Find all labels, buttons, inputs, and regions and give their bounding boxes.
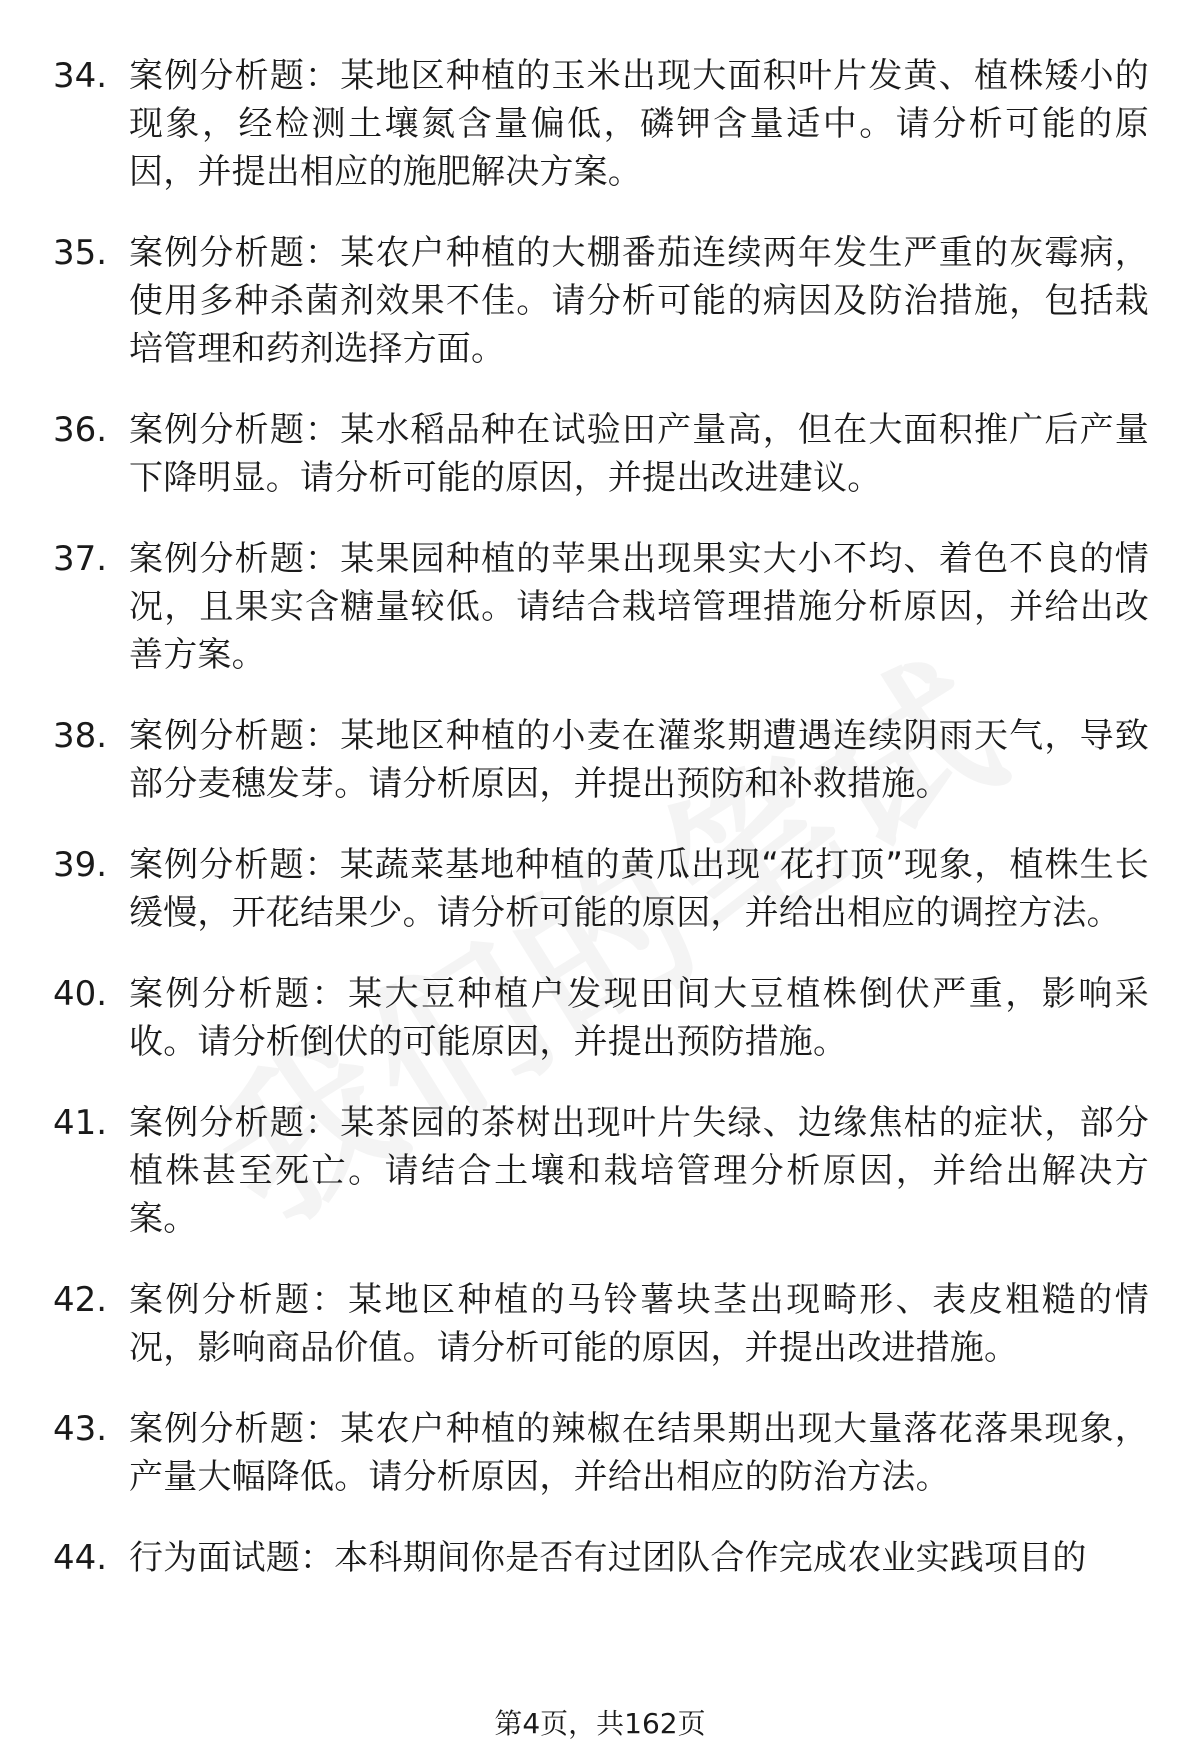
- question-text: 案例分析题：某蔬菜基地种植的黄瓜出现“花打顶”现象，植株生长缓慢，开花结果少。请分析可能的原因，并给出相应的调控方法。: [129, 845, 1149, 933]
- question-number: 40.: [53, 974, 108, 1014]
- question-number: 37.: [53, 539, 108, 579]
- question-list: [0, 52, 1200, 1615]
- question-item: [0, 1534, 1200, 1582]
- question-item: [0, 841, 1200, 937]
- question-text: 案例分析题：某地区种植的小麦在灌浆期遭遇连续阴雨天气，导致部分麦穗发芽。请分析原因，并提出预防和补救措施。: [129, 716, 1149, 804]
- question-number: 35.: [53, 233, 108, 273]
- question-item: [0, 1405, 1200, 1501]
- question-text: 案例分析题：某农户种植的辣椒在结果期出现大量落花落果现象，产量大幅降低。请分析原因，并给出相应的防治方法。: [129, 1409, 1149, 1497]
- question-text: 案例分析题：某农户种植的大棚番茄连续两年发生严重的灰霉病，使用多种杀菌剂效果不佳。请分析可能的病因及防治措施，包括栽培管理和药剂选择方面。: [129, 233, 1149, 369]
- question-item: [0, 229, 1200, 373]
- page-footer: 第4页，共162页: [494, 1707, 706, 1740]
- question-text: 案例分析题：某茶园的茶树出现叶片失绿、边缘焦枯的症状，部分植株甚至死亡。请结合土壤和栽培管理分析原因，并给出解决方案。: [129, 1103, 1149, 1239]
- question-text: 案例分析题：某水稻品种在试验田产量高，但在大面积推广后产量下降明显。请分析可能的原因，并提出改进建议。: [129, 410, 1149, 498]
- question-number: 34.: [53, 56, 108, 96]
- question-number: 44.: [53, 1538, 108, 1578]
- question-item: [0, 1099, 1200, 1243]
- question-item: [0, 970, 1200, 1066]
- question-text: 案例分析题：某果园种植的苹果出现果实大小不均、着色不良的情况，且果实含糖量较低。请结合栽培管理措施分析原因，并给出改善方案。: [129, 539, 1149, 675]
- question-item: [0, 52, 1200, 196]
- question-number: 43.: [53, 1409, 108, 1449]
- question-number: 38.: [53, 716, 108, 756]
- question-number: 42.: [53, 1280, 108, 1320]
- question-number: 39.: [53, 845, 108, 885]
- question-number: 36.: [53, 410, 108, 450]
- question-item: [0, 712, 1200, 808]
- question-text: 行为面试题：本科期间你是否有过团队合作完成农业实践项目的: [129, 1538, 1087, 1578]
- question-item: [0, 1276, 1200, 1372]
- question-text: 案例分析题：某大豆种植户发现田间大豆植株倒伏严重，影响采收。请分析倒伏的可能原因，并提出预防措施。: [129, 974, 1149, 1062]
- question-number: 41.: [53, 1103, 108, 1143]
- question-text: 案例分析题：某地区种植的马铃薯块茎出现畸形、表皮粗糙的情况，影响商品价值。请分析可能的原因，并提出改进措施。: [129, 1280, 1149, 1368]
- question-item: [0, 535, 1200, 679]
- question-item: [0, 406, 1200, 502]
- question-text: 案例分析题：某地区种植的玉米出现大面积叶片发黄、植株矮小的现象，经检测土壤氮含量偏低，磷钾含量适中。请分析可能的原因，并提出相应的施肥解决方案。: [129, 56, 1149, 192]
